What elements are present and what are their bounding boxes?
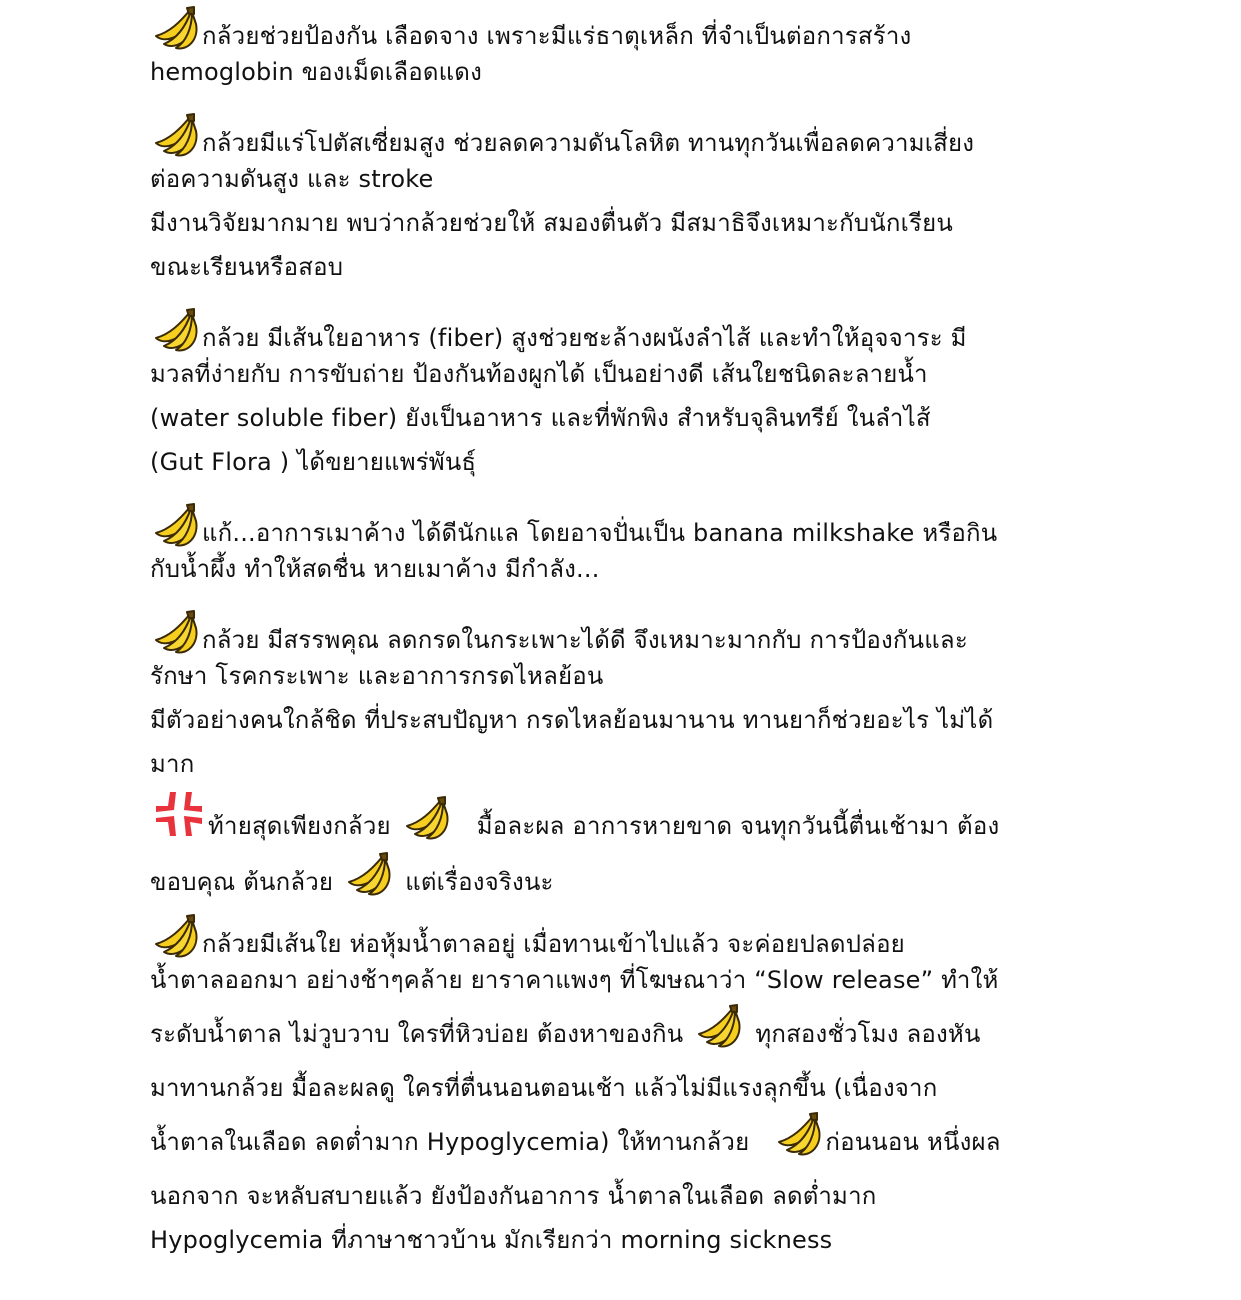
paragraph-5-line-4: มาก — [150, 750, 195, 778]
banana-icon — [150, 914, 200, 960]
text: ระดับน้ำตาล ไม่วูบวาบ ใครที่หิวบ่อย ต้องหาของกิน — [150, 1020, 684, 1048]
paragraph-2-line-1 — [150, 113, 1095, 157]
banana-icon — [401, 796, 451, 842]
banana-icon — [773, 1112, 823, 1158]
paragraph-2-line-3: มีงานวิจัยมากมาย พบว่ากล้วยช่วยให้ สมองตื่นตัว มีสมาธิจึงเหมาะกับนักเรียน — [150, 209, 953, 237]
text: ก่อนนอน หนึ่งผล — [825, 1128, 1001, 1156]
paragraph-6-line-2: น้ำตาลออกมา อย่างช้าๆคล้าย ยาราคาแพงๆ ที่โฆษณาว่า “Slow release” ทำให้ — [150, 966, 999, 994]
text: ทุกสองชั่วโมง ลองหัน — [755, 1020, 981, 1048]
paragraph-3-line-3: (water soluble fiber) ยังเป็นอาหาร และที่พักพิง สำหรับจุลินทรีย์ ในลำไส้ — [150, 404, 931, 432]
paragraph-6-line-3 — [150, 1002, 1095, 1066]
paragraph-5-line-2: รักษา โรคกระเพาะ และอาการกรดไหลย้อน — [150, 662, 604, 690]
paragraph-5-line-6 — [150, 850, 1095, 914]
banana-icon — [150, 6, 200, 52]
paragraph-6-line-5 — [150, 1110, 1095, 1174]
banana-icon — [150, 308, 200, 354]
paragraph-4-line-2: กับน้ำผึ้ง ทำให้สดชื่น หายเมาค้าง มีกำลัง... — [150, 555, 600, 583]
text: กล้วยมีเส้นใย ห่อหุ้มน้ำตาลอยู่ เมื่อทานเข้าไปแล้ว จะค่อยปลดปล่อย — [202, 930, 905, 958]
paragraph-4-line-1 — [150, 503, 1095, 547]
paragraph-6-line-4: มาทานกล้วย มื้อละผลดู ใครที่ตื่นนอนตอนเช้า แล้วไม่มีแรงลุกขึ้น (เนื่องจาก — [150, 1074, 938, 1102]
text: น้ำตาลในเลือด ลดต่ำมาก Hypoglycemia) ให้ทานกล้วย — [150, 1128, 750, 1156]
paragraph-6-line-6: นอกจาก จะหลับสบายแล้ว ยังป้องกันอาการ น้ำตาลในเลือด ลดต่ำมาก — [150, 1182, 877, 1210]
text: ท้ายสุดเพียงกล้วย — [208, 812, 391, 840]
text: กล้วยช่วยป้องกัน เลือดจาง เพราะมีแร่ธาตุเหล็ก ที่จำเป็นต่อการสร้าง — [202, 22, 912, 50]
paragraph-1-line-1 — [150, 6, 1095, 50]
text: กล้วยมีแร่โปตัสเซี่ยมสูง ช่วยลดความดันโลหิต ทานทุกวันเพื่อลดความเสี่ยง — [202, 129, 975, 157]
paragraph-5-line-1 — [150, 610, 1095, 654]
paragraph-3-line-1 — [150, 308, 1095, 352]
text: ขอบคุณ ต้นกล้วย — [150, 868, 334, 896]
paragraph-3-line-2: มวลที่ง่ายกับ การขับถ่าย ป้องกันท้องผูกได้ เป็นอย่างดี เส้นใยชนิดละลายน้ำ — [150, 360, 928, 388]
paragraph-2-line-2: ต่อความดันสูง และ stroke — [150, 165, 434, 193]
paragraph-1-line-2: hemoglobin ของเม็ดเลือดแดง — [150, 58, 482, 86]
paragraph-6-line-1 — [150, 914, 1095, 958]
document-body — [150, 6, 1095, 1262]
paragraph-2-line-4: ขณะเรียนหรือสอบ — [150, 253, 344, 281]
paragraph-3-line-4: (Gut Flora ) ได้ขยายแพร่พันธุ์ — [150, 448, 477, 476]
banana-icon — [693, 1004, 743, 1050]
banana-icon — [150, 503, 200, 549]
text: แต่เรื่องจริงนะ — [405, 868, 554, 896]
paragraph-5-line-5 — [150, 786, 1095, 850]
text: กล้วย มีเส้นใยอาหาร (fiber) สูงช่วยชะล้างผนังลำไส้ และทำให้อุจจาระ มี — [202, 324, 967, 352]
text: กล้วย มีสรรพคุณ ลดกรดในกระเพาะได้ดี จึงเหมาะมากกับ การป้องกันและ — [202, 626, 968, 654]
text: แก้...อาการเมาค้าง ได้ดีนักแล โดยอาจปั่นเป็น banana milkshake หรือกิน — [202, 519, 998, 547]
banana-icon — [343, 852, 393, 898]
banana-icon — [150, 610, 200, 656]
banana-icon — [150, 113, 200, 159]
anger-icon — [150, 786, 206, 842]
paragraph-6-line-7: Hypoglycemia ที่ภาษาชาวบ้าน มักเรียกว่า morning sickness — [150, 1226, 833, 1254]
paragraph-5-line-3: มีตัวอย่างคนใกล้ชิด ที่ประสบปัญหา กรดไหลย้อนมานาน ทานยาก็ช่วยอะไร ไม่ได้ — [150, 706, 994, 734]
text: มื้อละผล อาการหายขาด จนทุกวันนี้ตื่นเช้ามา ต้อง — [476, 812, 1000, 840]
